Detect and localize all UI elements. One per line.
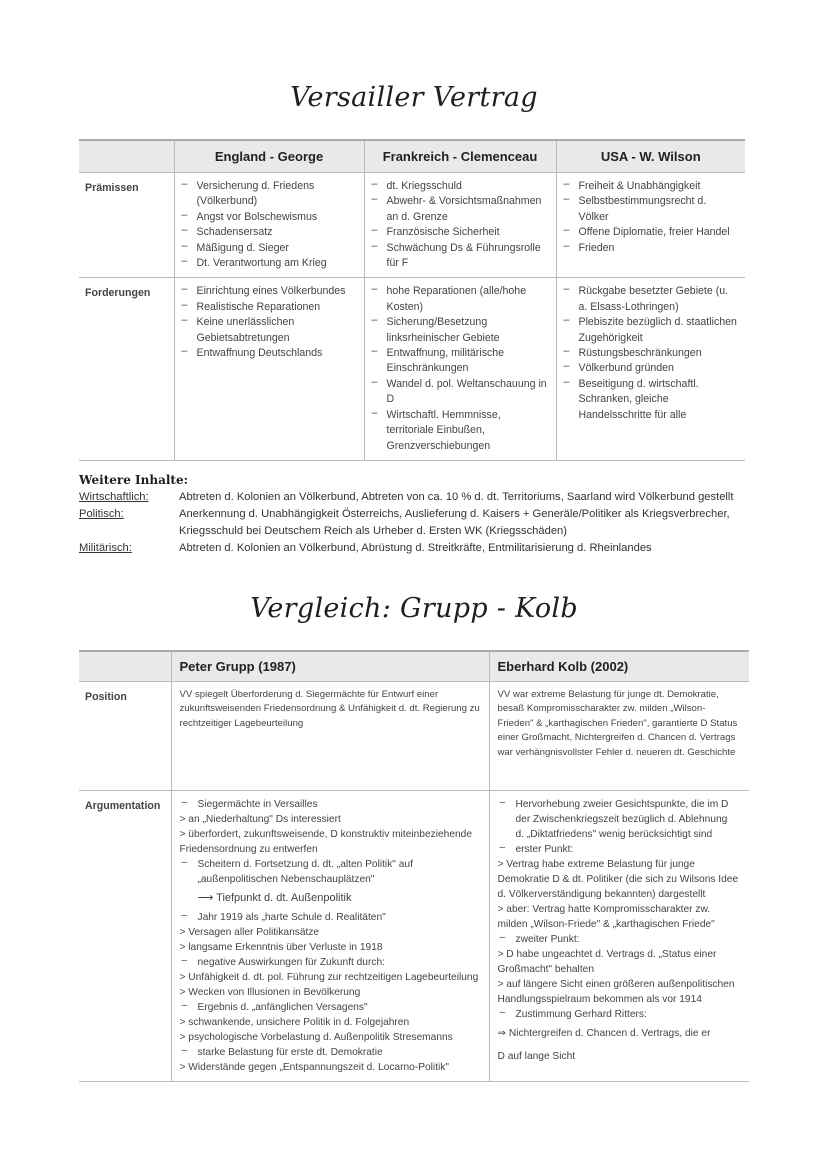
table-header-grupp: Peter Grupp (1987): [171, 651, 489, 682]
table-row-argumentation: [79, 791, 749, 1082]
list-item: – Entwaffnung, militärische Einschränkungen: [371, 346, 548, 377]
text-line: > psychologische Vorbelastung d. Außenpolitik Stresemanns: [179, 1032, 453, 1043]
text-line: > auf längere Sicht einen größeren außenpolitischen Handlungsspielraum bekommen als vor 1914: [497, 979, 735, 1005]
text-line: > Versagen aller Politikansätze: [179, 927, 320, 938]
list-item: – Schwächung Ds & Führungsrolle für F: [371, 241, 548, 272]
row-label-argumentation: Argumentation: [79, 791, 171, 1082]
text-line: > Vertrag habe extreme Belastung für junge Demokratie D & dt. Politiker (die sich zu Wilsons Idee d. Völkerverständigung bekannten) dargestellt: [497, 859, 739, 900]
text-line: > D habe ungeachtet d. Vertrags d. „Status einer Großmacht" behalten: [497, 949, 717, 975]
text-line: > an „Niederhaltung" Ds interessiert: [179, 814, 341, 825]
text-line: > langsame Erkenntnis über Verluste in 1918: [179, 942, 383, 953]
table-row-position: [79, 682, 749, 791]
list-item: – Sicherung/Besetzung linksrheinischer Gebiete: [371, 315, 548, 346]
table-header-kolb: Eberhard Kolb (2002): [489, 651, 749, 682]
text-line: d. „Diktatfriedens" wenig berücksichtigt sind: [515, 829, 713, 840]
row-label-forderungen: Forderungen: [79, 278, 174, 460]
text-line: ⟶ Tiefpunkt d. dt. Außenpolitik: [197, 892, 352, 904]
list-item: – Realistische Reparationen: [181, 300, 356, 315]
list-item: – Völkerbund gründen: [563, 361, 738, 376]
list-item: – Rüstungsbeschränkungen: [563, 346, 738, 361]
weitere-text-wirtschaftlich: Abtreten d. Kolonien an Völkerbund, Abtreten von ca. 10 % d. dt. Territoriums, Saarland wird Völkerbund gestellt: [179, 491, 734, 503]
weitere-row-wirtschaftlich: [79, 489, 749, 506]
cell-forderungen-usa: [556, 278, 745, 460]
text-line: – Siegermächte in Versailles: [180, 797, 481, 812]
list-item: – Wandel d. pol. Weltanschauung in D: [371, 377, 548, 408]
list-item: – Keine unerlässlichen Gebietsabtretungen: [181, 315, 356, 346]
text-line: der Zwischenkriegszeit bezüglich d. Ablehnung: [515, 814, 728, 825]
list-item: – Plebiszite bezüglich d. staatlichen Zugehörigkeit: [563, 315, 738, 346]
weitere-text-politisch: Anerkennung d. Unabhängigkeit Österreichs, Auslieferung d. Kaisers + Generäle/Politiker als Kriegsverbrecher, Kriegsschuld bei Deutschem Reich als Urheber d. Ersten WK (Kriegsschäden): [179, 508, 730, 537]
weitere-inhalte-section: [79, 472, 749, 557]
cell-praemissen-usa: [556, 173, 745, 278]
comparison-table-grupp-kolb: [79, 650, 749, 1082]
cell-forderungen-england: [174, 278, 364, 460]
list-item: – Mäßigung d. Sieger: [181, 241, 356, 256]
text-line: – negative Auswirkungen für Zukunft durch:: [180, 955, 481, 970]
weitere-row-militaerisch: [79, 540, 749, 557]
weitere-row-politisch: [79, 506, 749, 540]
list-item: – Französische Sicherheit: [371, 225, 548, 240]
text-line: D auf lange Sicht: [497, 1051, 576, 1062]
cell-argumentation-kolb: [489, 791, 749, 1082]
table-header-usa: USA - W. Wilson: [556, 140, 745, 173]
list-item: – Abwehr- & Vorsichtsmaßnahmen an d. Grenze: [371, 194, 548, 225]
table-header-frankreich: Frankreich - Clemenceau: [364, 140, 556, 173]
list-item: – dt. Kriegsschuld: [371, 179, 548, 194]
table-header-empty: [79, 651, 171, 682]
comparison-table-versailles: [79, 139, 745, 461]
list-item: – Selbstbestimmungsrecht d. Völker: [563, 194, 738, 225]
list-item: – Offene Diplomatie, freier Handel: [563, 225, 738, 240]
list-item: – Beseitigung d. wirtschaftl. Schranken, gleiche Handelsschritte für alle: [563, 377, 738, 423]
cell-praemissen-frankreich: [364, 173, 556, 278]
text-line: > Wecken von Illusionen in Bevölkerung: [179, 987, 361, 998]
row-label-praemissen: Prämissen: [79, 173, 174, 278]
cell-praemissen-england: [174, 173, 364, 278]
list-item: – Freiheit & Unabhängigkeit: [563, 179, 738, 194]
text-line: – Scheitern d. Fortsetzung d. dt. „alten Politik" auf: [180, 857, 481, 872]
cell-position-kolb: VV war extreme Belastung für junge dt. Demokratie, besaß Kompromisscharakter zw. milden „Wilson-Frieden" & „karthagischen Frieden", garantierte D Status einer Großmacht, Nichtergreifen d. Chancen d. Vertrags war verhängnisvollster Fehler d. neueren dt. Geschichte: [489, 682, 749, 791]
list-item: – Rückgabe besetzter Gebiete (u. a. Elsass-Lothringen): [563, 284, 738, 315]
text-line: > Unfähigkeit d. dt. pol. Führung zur rechtzeitigen Lagebeurteilung: [179, 972, 479, 983]
text-line: – Zustimmung Gerhard Ritters:: [498, 1007, 742, 1022]
list-item: – Schadensersatz: [181, 225, 356, 240]
weitere-inhalte-heading: Weitere Inhalte:: [79, 473, 189, 487]
weitere-label-politisch: Politisch:: [79, 508, 124, 520]
list-item: – hohe Reparationen (alle/hohe Kosten): [371, 284, 548, 315]
text-line: – starke Belastung für erste dt. Demokratie: [180, 1045, 481, 1060]
row-label-position: Position: [79, 682, 171, 791]
cell-argumentation-grupp: [171, 791, 489, 1082]
page-title-versailles: Versailler Vertrag: [290, 82, 538, 113]
text-line: – Ergebnis d. „anfänglichen Versagens": [180, 1000, 481, 1015]
table-header-empty: [79, 140, 174, 173]
text-line: > überfordert, zukunftsweisende, D konstruktiv miteinbeziehende Friedensordnung zu entwerfen: [179, 829, 472, 855]
weitere-label-wirtschaftlich: Wirtschaftlich:: [79, 491, 149, 503]
cell-forderungen-frankreich: [364, 278, 556, 460]
page-title-vergleich: Vergleich: Grupp - Kolb: [250, 593, 578, 624]
list-item: – Dt. Verantwortung am Krieg: [181, 256, 356, 271]
table-row-praemissen: [79, 173, 745, 278]
text-line: > aber: Vertrag hatte Kompromisscharakter zw. milden „Wilson-Friede" & „karthagischen Friede": [497, 904, 715, 930]
text-line: „außenpolitischen Nebenschauplätzen": [197, 874, 375, 885]
weitere-text-militaerisch: Abtreten d. Kolonien an Völkerbund, Abrüstung d. Streitkräfte, Entmilitarisierung d. Rheinlandes: [179, 542, 652, 554]
text-line: – Jahr 1919 als „harte Schule d. Realitäten": [180, 910, 481, 925]
text-line: > schwankende, unsichere Politik in d. Folgejahren: [179, 1017, 410, 1028]
list-item: – Versicherung d. Friedens (Völkerbund): [181, 179, 356, 210]
list-item: – Wirtschaftl. Hemmnisse, territoriale Einbußen, Grenzverschiebungen: [371, 408, 548, 454]
text-line: ⇒ Nichtergreifen d. Chancen d. Vertrags, die er: [497, 1028, 711, 1039]
list-item: – Einrichtung eines Völkerbundes: [181, 284, 356, 299]
text-line: – erster Punkt:: [498, 842, 742, 857]
cell-position-grupp: VV spiegelt Überforderung d. Siegermächte für Entwurf einer zukunftsweisenden Friedensordnung & Unfähigkeit d. dt. Regierung zu rechtzeitiger Lagebeurteilung: [171, 682, 489, 791]
text-line: – zweiter Punkt:: [498, 932, 742, 947]
list-item: – Entwaffnung Deutschlands: [181, 346, 356, 361]
list-item: – Angst vor Bolschewismus: [181, 210, 356, 225]
table-header-england: England - George: [174, 140, 364, 173]
weitere-label-militaerisch: Militärisch:: [79, 542, 132, 554]
text-line: – Hervorhebung zweier Gesichtspunkte, die im D: [498, 797, 742, 812]
text-line: > Widerstände gegen „Entspannungszeit d. Locarno-Politik": [179, 1062, 450, 1073]
list-item: – Frieden: [563, 241, 738, 256]
table-row-forderungen: [79, 278, 745, 460]
